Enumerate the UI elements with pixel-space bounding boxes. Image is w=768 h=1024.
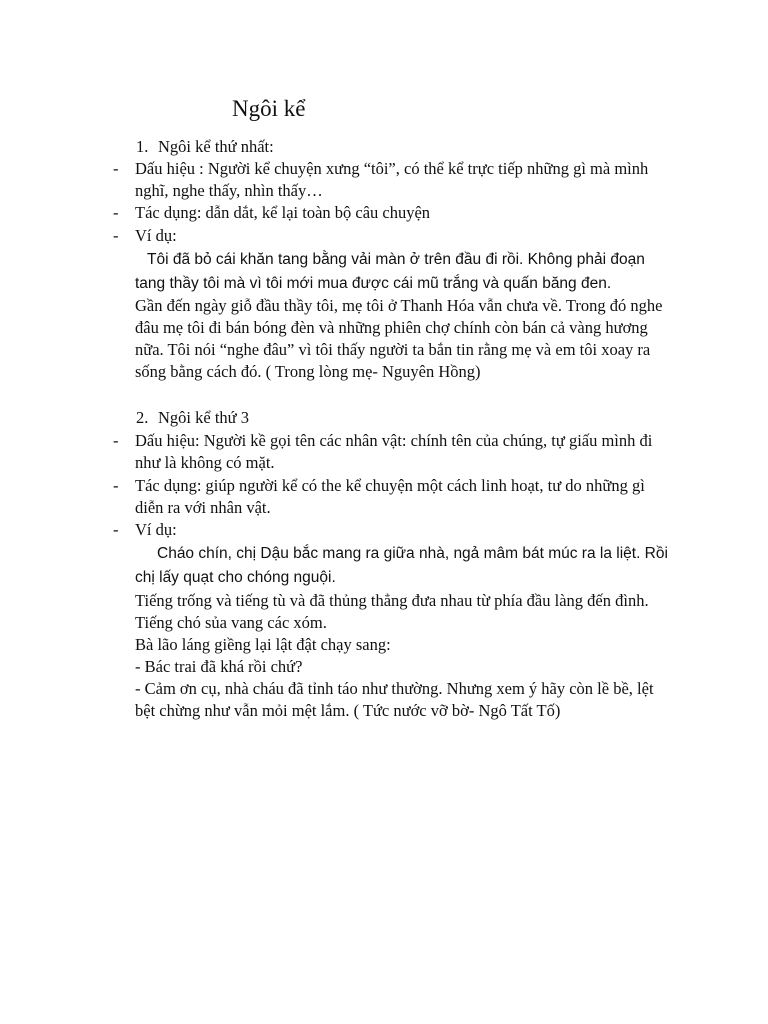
section-2-example-lines	[135, 590, 675, 722]
section-1-example-serif: Gần đến ngày giỗ đầu thầy tôi, mẹ tôi ở Thanh Hóa vẫn chưa về. Trong đó nghe đâu mẹ tôi đi bán bóng đèn và những phiên chợ chính còn bán cả vàng hương nữa. Tôi nói “nghe đâu” vì tôi thấy người ta bắn tin rằng mẹ và em tôi xoay ra sống bằng cách đó. ( Trong lòng mẹ- Nguyên Hồng)	[135, 296, 663, 381]
section-1-bullet-example	[113, 225, 673, 247]
section-2-bullet-effect	[113, 475, 673, 519]
section-1-example-sans: Tôi đã bỏ cái khăn tang bằng vải màn ở trên đầu đi rồi. Không phải đoạn tang thầy tôi mà vì tôi mới mua được cái mũ trắng và quấn băng đen.	[135, 251, 645, 292]
bullet-dash: -	[113, 431, 119, 450]
section-1-heading	[136, 136, 274, 158]
section-2-heading-text: Ngôi kể thứ 3	[158, 408, 249, 427]
bullet-dash: -	[113, 476, 119, 495]
section-2-bullet-signs	[113, 430, 673, 474]
bullet-dash: -	[113, 159, 119, 178]
bullet-text: Ví dụ:	[135, 520, 177, 539]
section-2-heading	[136, 407, 249, 429]
bullet-text: Dấu hiệu : Người kể chuyện xưng “tôi”, có thể kể trực tiếp những gì mà mình nghĩ, nghe thấy, nhìn thấy…	[135, 159, 649, 200]
section-1-bullet-signs	[113, 158, 673, 202]
example-line: - Cảm ơn cụ, nhà cháu đã tỉnh táo như thường. Nhưng xem ý hãy còn lề bề, lệt bệt chừng như vẫn mỏi mệt lắm. ( Tức nước vỡ bờ- Ngô Tất Tố)	[135, 679, 654, 720]
page-title: Ngôi kể	[232, 96, 306, 121]
example-line: Tiếng trống và tiếng tù và đã thủng thẳng đưa nhau từ phía đầu làng đến đình.	[135, 591, 649, 610]
bullet-dash: -	[113, 520, 119, 539]
section-2-example-sans: Cháo chín, chị Dậu bắc mang ra giữa nhà, ngả mâm bát múc ra la liệt. Rồi chị lấy quạt cho chóng nguội.	[135, 545, 668, 586]
bullet-text: Ví dụ:	[135, 226, 177, 245]
section-2-bullet-example	[113, 519, 673, 541]
example-line: Tiếng chó sủa vang các xóm.	[135, 613, 327, 632]
example-line: - Bác trai đã khá rồi chứ?	[135, 657, 303, 676]
bullet-text: Tác dụng: giúp người kể có the kể chuyện một cách linh hoạt, tư do những gì diễn ra với nhân vật.	[135, 476, 645, 517]
section-2-number: 2.	[136, 408, 149, 427]
section-1-number: 1.	[136, 137, 149, 156]
example-line: Bà lão láng giềng lại lật đật chạy sang:	[135, 635, 391, 654]
bullet-text: Tác dụng: dẫn dắt, kể lại toàn bộ câu chuyện	[135, 203, 431, 222]
bullet-dash: -	[113, 203, 119, 222]
bullet-dash: -	[113, 226, 119, 245]
bullet-text: Dấu hiệu: Người kề gọi tên các nhân vật: chính tên của chúng, tự giấu mình đi như là không có mặt.	[135, 431, 653, 472]
section-1-heading-text: Ngôi kể thứ nhất:	[158, 137, 274, 156]
section-1-bullet-effect	[113, 202, 673, 224]
